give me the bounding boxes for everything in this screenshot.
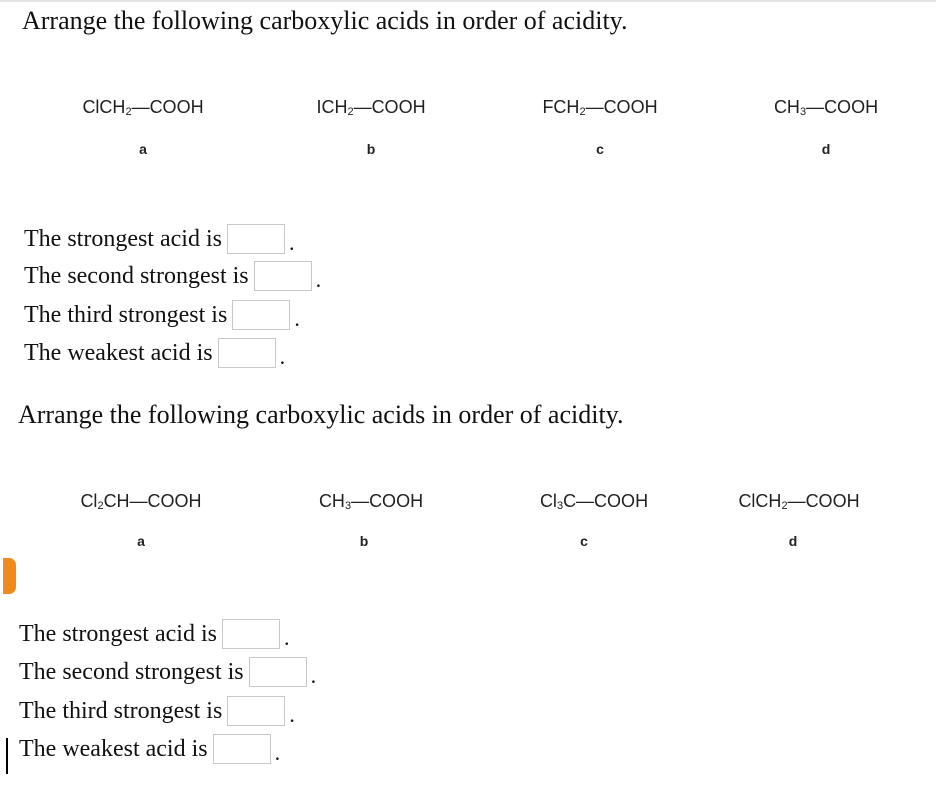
compound-letter: c — [596, 141, 604, 157]
answer-input[interactable] — [227, 696, 285, 726]
formula-text: —COOH — [806, 97, 879, 117]
compound-formula — [738, 490, 859, 512]
question-row — [24, 338, 285, 368]
compound-formula — [82, 96, 203, 118]
compound-formula — [80, 490, 201, 512]
compound-formula — [542, 96, 657, 118]
formula-subscript: 3 — [799, 106, 807, 118]
formula-text: ICH — [316, 97, 348, 117]
formula-text: ClCH — [82, 97, 126, 117]
answer-input[interactable] — [254, 261, 312, 291]
question-row — [19, 696, 295, 726]
flag-marker — [3, 558, 16, 594]
period: . — [288, 230, 295, 255]
formula-subscript: 2 — [781, 500, 788, 512]
compound-letter: c — [580, 533, 588, 549]
question-label: The third strongest is — [19, 698, 223, 724]
formula-text: CH — [318, 491, 345, 511]
section-2-heading: Arrange the following carboxylic acids in order of acidity. — [18, 400, 624, 429]
formula-text: ClCH — [738, 491, 782, 511]
compound-letter: a — [139, 141, 147, 157]
question-row — [24, 261, 321, 291]
formula-text: Cl — [539, 491, 557, 511]
period: . — [294, 306, 300, 331]
question-row — [24, 224, 294, 254]
answer-input[interactable] — [218, 338, 276, 368]
formula-subscript: 2 — [125, 106, 132, 118]
compound-letter: a — [137, 533, 145, 549]
period: . — [315, 267, 322, 292]
text-cursor — [6, 738, 8, 774]
question-row — [19, 734, 280, 764]
formula-text: —COOH — [585, 97, 658, 117]
formula-subscript: 2 — [97, 500, 104, 512]
answer-input[interactable] — [222, 619, 280, 649]
formula-subscript: 3 — [556, 500, 564, 512]
formula-subscript: 2 — [579, 106, 586, 118]
question-label: The strongest acid is — [19, 621, 217, 647]
formula-subscript: 3 — [344, 500, 352, 512]
answer-input[interactable] — [227, 224, 285, 254]
answer-input[interactable] — [249, 657, 307, 687]
formula-text: —COOH — [353, 97, 426, 117]
compound-letter: d — [821, 141, 831, 157]
formula-subscript: 2 — [347, 106, 354, 118]
formula-text: CH — [773, 97, 800, 117]
compound-letter: b — [366, 141, 376, 157]
compound-formula — [540, 490, 648, 512]
formula-text: C—COOH — [563, 491, 649, 511]
compound-formula — [316, 96, 425, 118]
period: . — [310, 663, 317, 688]
formula-text: —COOH — [131, 97, 204, 117]
question-label: The second strongest is — [24, 263, 249, 289]
period: . — [279, 344, 286, 369]
top-divider — [0, 0, 936, 2]
question-label: The weakest acid is — [19, 736, 208, 762]
period: . — [274, 740, 281, 765]
compound-formula — [319, 490, 423, 512]
period: . — [289, 702, 295, 727]
period: . — [283, 625, 290, 650]
question-label: The second strongest is — [19, 659, 244, 685]
answer-input[interactable] — [213, 734, 271, 764]
formula-text: —COOH — [351, 491, 424, 511]
question-row — [19, 657, 316, 687]
question-label: The weakest acid is — [24, 340, 213, 366]
question-label: The strongest acid is — [24, 226, 222, 252]
formula-text: CH—COOH — [103, 491, 202, 511]
question-row — [24, 300, 300, 330]
question-label: The third strongest is — [24, 302, 228, 328]
formula-text: Cl — [80, 491, 98, 511]
answer-input[interactable] — [232, 300, 290, 330]
formula-text: FCH — [542, 97, 580, 117]
compound-letter: d — [788, 533, 798, 549]
section-1-heading: Arrange the following carboxylic acids in order of acidity. — [22, 6, 628, 35]
formula-text: —COOH — [787, 491, 860, 511]
question-row — [19, 619, 289, 649]
compound-letter: b — [359, 533, 369, 549]
compound-formula — [774, 96, 878, 118]
